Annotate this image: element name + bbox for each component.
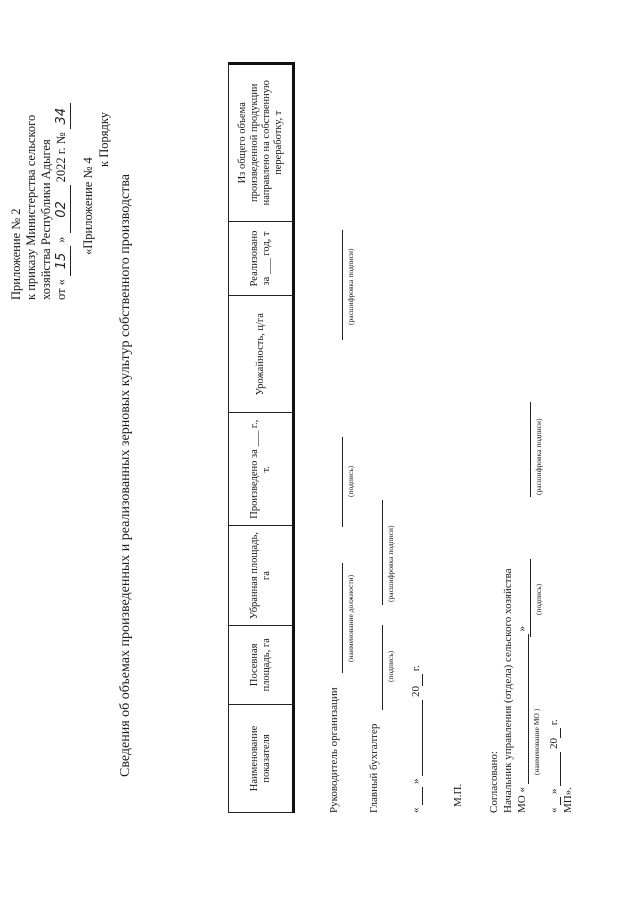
appendix-date-line	[53, 103, 71, 300]
date-prefix: от «	[54, 279, 68, 300]
table-header-row	[229, 64, 294, 813]
agreed-date-month-blank	[548, 752, 561, 786]
agreed-label: Согласовано:	[488, 751, 500, 813]
sign-date-day-blank	[410, 787, 423, 805]
date-mid: »	[54, 236, 68, 243]
table-header-cell-3: Убранная площадь, га	[229, 526, 294, 625]
sign-date-g: г.	[410, 665, 422, 672]
head-decode-line	[342, 230, 343, 340]
mo-label: МО «	[516, 787, 528, 813]
date-month: 02	[54, 185, 71, 233]
table-header-cell-4: Произведено за ___ г., т.	[229, 413, 294, 526]
document-title: Сведения об объемах произведенных и реализованных зерновых культур собственного производства	[118, 174, 133, 777]
agreed-date-day-blank	[548, 797, 561, 805]
agreed-date-open: «	[548, 807, 560, 813]
agreed-date-g: г.	[548, 719, 560, 726]
head-position-line	[342, 563, 343, 673]
table-header-cell-6: Реализовано за ___ год, т	[229, 221, 294, 296]
appendix-line-2: к приказу Министерства сельского	[24, 114, 38, 300]
table-header-cell-7: Из общего объема произведенной продукции направлено на собственную переработку, т	[229, 64, 294, 222]
sign-date-year: 20	[410, 686, 422, 697]
accountant-decode-caption: (расшифровка подписи)	[386, 525, 395, 602]
date-number: 34	[54, 103, 71, 129]
mo-name-blank	[516, 634, 529, 784]
table-header-cell-1: Наименование показателя	[229, 704, 294, 812]
mo-decode-line	[530, 402, 531, 497]
agreed-date-year-blank	[548, 728, 561, 738]
appendix-line-1: Приложение № 2	[9, 208, 23, 300]
date-year-text: 2022 г. №	[54, 132, 68, 183]
head-label: Руководитель организации	[328, 687, 340, 813]
mo-line	[516, 626, 529, 813]
accountant-sign-caption: (подпись)	[386, 650, 395, 682]
appendix-ref-line-2: к Порядку	[97, 112, 111, 167]
accountant-label: Главный бухгалтер	[368, 723, 380, 813]
data-table	[228, 62, 295, 813]
sign-date-open: «	[410, 807, 422, 813]
date-day: 15	[54, 246, 71, 276]
table-header-cell-2: Посевная площадь, га	[229, 625, 294, 704]
table-header-cell-5: Урожайность, ц/га	[229, 296, 294, 413]
appendix-line-3: хозяйства Республики Адыгея	[39, 139, 53, 300]
agreed-date	[548, 719, 561, 813]
head-position-caption: (наименование должности)	[346, 574, 355, 662]
stamp-place: М.П.	[452, 783, 464, 807]
agreed-date-year: 20	[548, 738, 560, 749]
agreed-date-close: »	[548, 788, 560, 794]
sign-date-close: »	[410, 778, 422, 784]
mo-close: »	[516, 626, 528, 632]
head-decode-caption: (расшифровка подписи)	[346, 248, 355, 325]
agreed-stamp-place: МП».	[562, 787, 574, 813]
head-sign-caption: (подпись)	[346, 465, 355, 497]
sign-date-year-blank	[410, 674, 423, 686]
mo-name-caption: (наименование МО )	[532, 708, 541, 775]
mo-decode-caption: (расшифровка подписи)	[534, 418, 543, 495]
head-sign-line	[342, 437, 343, 527]
sign-date	[410, 665, 423, 813]
accountant-decode-line	[382, 500, 383, 605]
appendix-ref-line-1: «Приложение № 4	[81, 157, 95, 255]
accountant-sign-line	[382, 625, 383, 710]
sign-date-month-blank	[410, 700, 423, 776]
mo-sign-caption: (подпись)	[534, 583, 543, 615]
chief-label: Начальник управления (отдела) сельского хозяйства	[502, 568, 514, 813]
mo-sign-line	[530, 559, 531, 637]
